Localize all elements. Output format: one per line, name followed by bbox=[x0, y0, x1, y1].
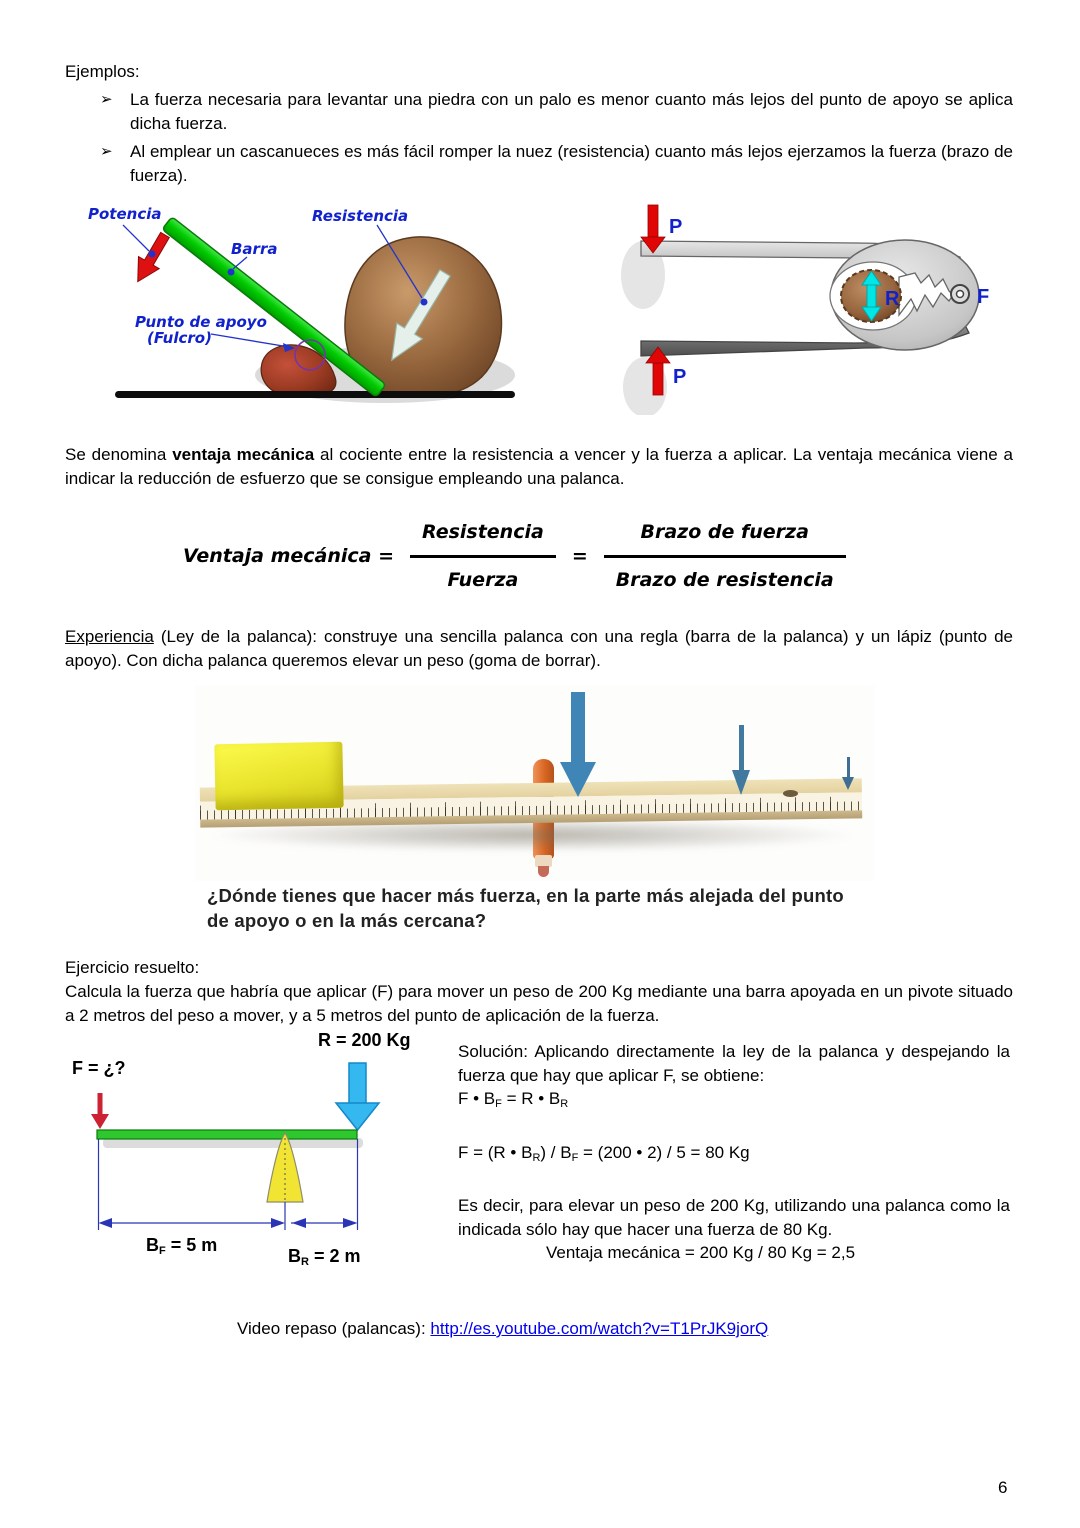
fraction-resistencia-fuerza bbox=[410, 520, 556, 591]
power-arrow bbox=[127, 229, 175, 288]
arrow-shaft bbox=[739, 725, 744, 770]
resistance-weight-arrow bbox=[336, 1063, 379, 1130]
ruler-hole bbox=[783, 790, 798, 797]
exercise-lever-diagram bbox=[70, 1030, 435, 1275]
denominator: Fuerza bbox=[447, 568, 519, 591]
force-unknown-label: F = ¿? bbox=[72, 1058, 126, 1078]
lever-bar bbox=[97, 1130, 357, 1139]
lever-rock-figure bbox=[85, 195, 525, 410]
examples-heading: Ejemplos: bbox=[65, 62, 140, 81]
law-equation: F • $B_F = R$ • $B_R$ bbox=[458, 1089, 569, 1110]
br-dimension-label: $B_R = 2$ m bbox=[288, 1246, 361, 1268]
dimension-lines bbox=[99, 1139, 358, 1230]
p-bottom-label: P bbox=[673, 366, 687, 388]
numerator: Resistencia bbox=[422, 520, 544, 543]
list-item bbox=[100, 88, 1013, 135]
arrow-bullet-icon: ➢ bbox=[100, 142, 113, 160]
paragraph-text: Se denomina bbox=[65, 445, 173, 464]
bf-dimension-label: $B_F = 5$ m bbox=[146, 1235, 218, 1257]
fulcro-label-line1: Punto de apoyo bbox=[135, 313, 267, 331]
f-label: F bbox=[977, 286, 990, 308]
medium-force-arrow bbox=[732, 725, 750, 795]
bullet-text: Al emplear un cascanueces es más fácil romper la nuez (resistencia) cuanto más lejos ejerzamos la fuerza (brazo de fuerza). bbox=[130, 142, 1013, 185]
bullet-text: La fuerza necesaria para levantar una piedra con un palo es menor cuanto más lejos del punto de apoyo se aplica dicha fuerza. bbox=[130, 90, 1013, 133]
underlined-term: Experiencia bbox=[65, 627, 154, 646]
ejercicio-heading: Ejercicio resuelto: bbox=[65, 958, 200, 977]
ventaja-paragraph bbox=[65, 443, 1013, 490]
r-label: R bbox=[885, 288, 900, 310]
pivot-hole bbox=[957, 291, 964, 298]
paragraph-text: (Ley de la palanca): construye una sencilla palanca con una regla (barra de la palanca) y un lápiz (punto de apoyo). Con dicha palanca queremos elevar un peso (goma de borrar). bbox=[65, 627, 1013, 670]
fraction-brazos bbox=[604, 520, 846, 591]
page-number: 6 bbox=[998, 1478, 1008, 1497]
ejercicio-body: Calcula la fuerza que habría que aplicar (F) para mover un peso de 200 Kg mediante una barra apoyada en un pivote situado a 2 metros del peso a mover, y a 5 metros del punto de aplicación de la fuerza. bbox=[65, 982, 1013, 1025]
experiencia-paragraph bbox=[65, 625, 1013, 672]
video-link[interactable]: http://es.youtube.com/watch?v=T1PrJK9jorQ bbox=[430, 1319, 769, 1338]
ruler-experiment-photo bbox=[195, 685, 875, 881]
bold-term: ventaja mecánica bbox=[172, 445, 315, 464]
examples-list bbox=[100, 88, 1013, 192]
resistance-value-label: R = 200 Kg bbox=[318, 1030, 411, 1050]
arrow-bullet-icon: ➢ bbox=[100, 90, 113, 108]
fraction-bar bbox=[604, 555, 846, 558]
applied-force-arrow bbox=[91, 1093, 109, 1129]
photo-caption-line1: ¿Dónde tienes que hacer más fuerza, en la parte más alejada del punto bbox=[207, 885, 844, 906]
solution-column bbox=[458, 1040, 1010, 1265]
nutcracker-figure bbox=[615, 195, 1065, 415]
large-force-arrow bbox=[560, 692, 596, 797]
arrow-head bbox=[732, 770, 750, 795]
arrow-head bbox=[560, 762, 596, 797]
resistencia-label: Resistencia bbox=[312, 207, 409, 225]
video-line bbox=[237, 1317, 768, 1341]
conclusion-paragraph: Es decir, para elevar un peso de 200 Kg, utilizando una palanca como la indicada sólo hay que hacer una fuerza de 80 Kg. bbox=[458, 1196, 1010, 1239]
barra-label: Barra bbox=[231, 240, 278, 258]
formula-lhs: Ventaja mecánica = bbox=[183, 544, 395, 567]
list-item bbox=[100, 140, 1013, 187]
force-equation: F = (R • $B_R) / B_F = (200$ • 2) / 5 = 80 Kg bbox=[458, 1142, 750, 1164]
ventaja-result: Ventaja mecánica = 200 Kg / 80 Kg = 2,5 bbox=[546, 1243, 856, 1262]
ground-line bbox=[115, 391, 515, 398]
video-label: Video repaso (palancas): bbox=[237, 1319, 431, 1338]
small-force-arrow bbox=[842, 757, 854, 790]
fulcro-label-line2: (Fulcro) bbox=[147, 329, 212, 347]
p-top-label: P bbox=[669, 216, 683, 238]
arrow-shaft bbox=[847, 757, 850, 777]
arrow-shaft bbox=[571, 692, 585, 762]
pencil-tip bbox=[538, 866, 549, 877]
paragraph-text: al cociente entre la resistencia a vencer y la fuerza a aplicar. La ventaja mecánica viene a indicar la reducción de esfuerzo que se consigue empleando una palanca. bbox=[65, 445, 1014, 488]
fraction-bar bbox=[410, 555, 556, 558]
potencia-label: Potencia bbox=[88, 205, 162, 223]
denominator: Brazo de resistencia bbox=[615, 568, 834, 591]
photo-caption-line2: de apoyo o en la más cercana? bbox=[207, 910, 487, 931]
arrow-head bbox=[842, 777, 854, 790]
eraser-weight bbox=[214, 742, 343, 811]
solution-paragraph: Solución: Aplicando directamente la ley de la palanca y despejando la fuerza que hay que aplicar F, se obtiene: bbox=[458, 1042, 1010, 1085]
ventaja-formula bbox=[183, 508, 846, 604]
numerator: Brazo de fuerza bbox=[640, 520, 809, 543]
equals-sign: = bbox=[571, 544, 588, 567]
